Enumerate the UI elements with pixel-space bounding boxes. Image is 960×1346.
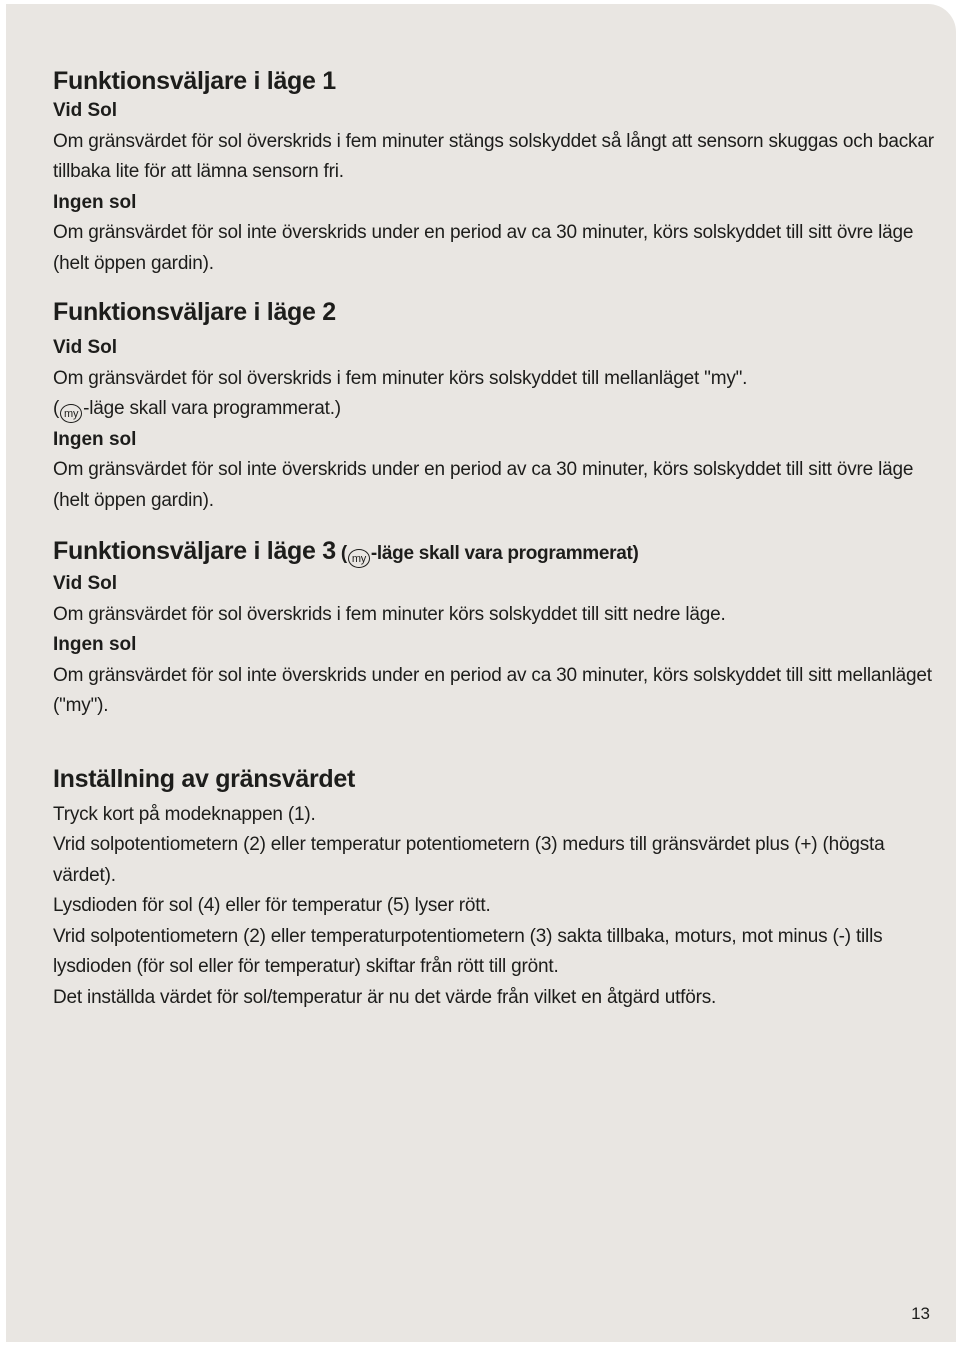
instruction-line: Lysdioden för sol (4) eller för temperatur (5) lyser rött. bbox=[53, 895, 491, 916]
instruction-line: Vrid solpotentiometern (2) eller temperatur potentiometern (3) medurs till gränsvärdet plus (+) (högsta värdet). bbox=[53, 834, 885, 886]
no-sun-label: Ingen sol bbox=[53, 191, 137, 213]
section-threshold-setting bbox=[53, 764, 943, 1014]
section-heading bbox=[53, 536, 943, 569]
heading-note-open: ( bbox=[335, 543, 347, 564]
section-heading: Funktionsväljare i läge 1 bbox=[53, 67, 336, 95]
page-number: 13 bbox=[911, 1304, 930, 1323]
section-mode-3 bbox=[53, 536, 943, 722]
no-sun-text: Om gränsvärdet för sol inte överskrids under en period av ca 30 minuter, körs solskyddet till sitt mellanläget ("my"). bbox=[53, 664, 932, 716]
section-mode-2 bbox=[53, 297, 943, 516]
sun-text: Om gränsvärdet för sol överskrids i fem minuter stängs solskyddet så långt att sensorn skuggas och backar tillbaka lite för att lämna sensorn fri. bbox=[53, 130, 934, 182]
sun-text: Om gränsvärdet för sol överskrids i fem minuter körs solskyddet till sitt nedre läge. bbox=[53, 603, 726, 625]
instruction-line: Det inställda värdet för sol/temperatur är nu det värde från vilket en åtgärd utförs. bbox=[53, 986, 717, 1008]
note-open-paren: ( bbox=[53, 398, 60, 419]
instruction-line: Tryck kort på modeknappen (1). bbox=[53, 803, 316, 825]
section-mode-1 bbox=[53, 66, 943, 279]
instruction-line: Vrid solpotentiometern (2) eller temperaturpotentiometern (3) sakta tillbaka, moturs, mot minus (-) tills lysdioden (för sol eller för temperatur) skiftar från rött till grönt. bbox=[53, 925, 883, 977]
my-icon: my bbox=[348, 549, 370, 568]
document-page bbox=[6, 4, 956, 1342]
heading-main: Funktionsväljare i läge 3 bbox=[53, 537, 336, 565]
sun-label: Vid Sol bbox=[53, 100, 118, 121]
page-content bbox=[53, 66, 943, 1013]
note-text: -läge skall vara programmerat.) bbox=[83, 398, 341, 419]
sun-label: Vid Sol bbox=[53, 337, 118, 358]
no-sun-text: Om gränsvärdet för sol inte överskrids under en period av ca 30 minuter, körs solskyddet till sitt övre läge (helt öppen gardin). bbox=[53, 222, 914, 274]
my-icon: my bbox=[60, 404, 82, 423]
no-sun-label: Ingen sol bbox=[53, 634, 137, 655]
section-heading: Inställning av gränsvärdet bbox=[53, 764, 356, 793]
no-sun-text: Om gränsvärdet för sol inte överskrids under en period av ca 30 minuter, körs solskyddet till sitt övre läge (helt öppen gardin). bbox=[53, 459, 914, 511]
no-sun-label: Ingen sol bbox=[53, 428, 137, 450]
sun-label: Vid Sol bbox=[53, 573, 118, 594]
heading-note: -läge skall vara programmerat) bbox=[370, 543, 639, 564]
section-heading: Funktionsväljare i läge 2 bbox=[53, 298, 336, 326]
my-mode-note bbox=[53, 394, 943, 425]
sun-text: Om gränsvärdet för sol överskrids i fem minuter körs solskyddet till mellanläget "my". bbox=[53, 367, 748, 389]
